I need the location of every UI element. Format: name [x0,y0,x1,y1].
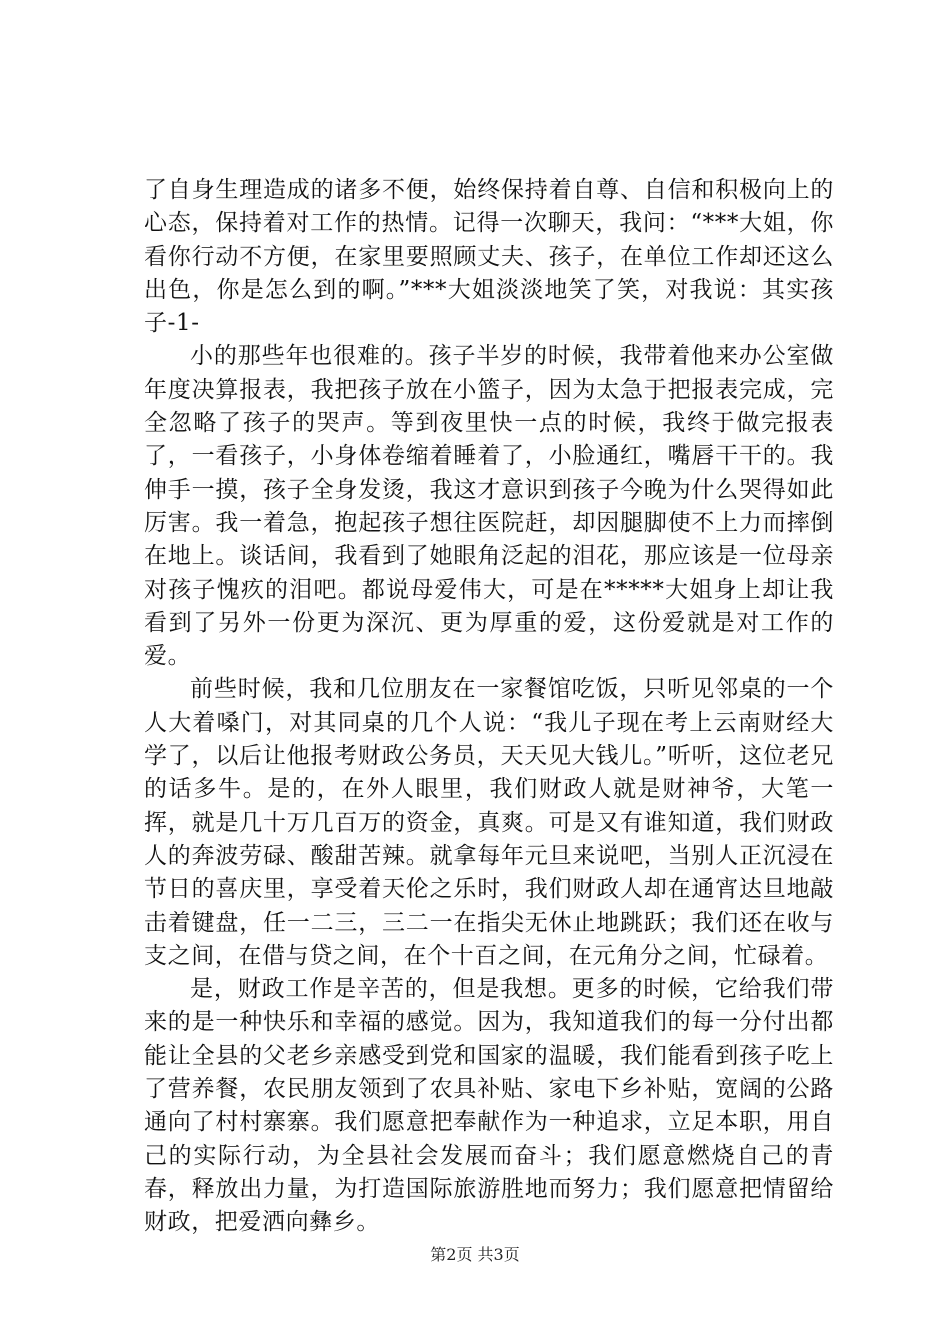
paragraph-continued: 了自身生理造成的诸多不便，始终保持着自尊、自信和积极向上的心态，保持着对工作的热情。记得一次聊天，我问：“***大姐，你看你行动不方便，在家里要照顾丈夫、孩子，在单位工作却还这么出色，你是怎么到的啊。”***大姐淡淡地笑了笑，对我说：其实孩子-1- [144,177,834,337]
paragraph-happiness: 是，财政工作是辛苦的，但是我想。更多的时候，它给我们带来的是一种快乐和幸福的感觉。因为，我知道我们的每一分付出都能让全县的父老乡亲感受到党和国家的温暖，我们能看到孩子吃上了营养餐，农民朋友领到了农具补贴、家电下乡补贴，宽阔的公路通向了村村寨寨。我们愿意把奉献作为一种追求，立足本职，用自己的实际行动，为全县社会发展而奋斗；我们愿意燃烧自己的青春，释放出力量，为打造国际旅游胜地而努力；我们愿意把情留给财政，把爱洒向彝乡。 [144,976,834,1236]
body-text [144,174,834,1240]
page-footer: 第2页 共3页 [430,1245,520,1264]
paragraph-child-story: 小的那些年也很难的。孩子半岁的时候，我带着他来办公室做年度决算报表，我把孩子放在小篮子，因为太急于把报表完成，完全忽略了孩子的哭声。等到夜里快一点的时候，我终于做完报表了，一看孩子，小身体卷缩着睡着了，小脸通红，嘴唇干干的。我伸手一摸，孩子全身发烫，我这才意识到孩子今晚为什么哭得如此厉害。我一着急，抱起孩子想往医院赶，却因腿脚使不上力而摔倒在地上。谈话间，我看到了她眼角泛起的泪花，那应该是一位母亲对孩子愧疚的泪吧。都说母爱伟大，可是在*****大姐身上却让我看到了另外一份更为深沉、更为厚重的爱，这份爱就是对工作的爱。 [144,343,834,670]
paragraph-restaurant: 前些时候，我和几位朋友在一家餐馆吃饭，只听见邻桌的一个人大着嗓门，对其同桌的几个人说：“我儿子现在考上云南财经大学了，以后让他报考财政公务员，天天见大钱儿。”听听，这位老兄的话多牛。是的，在外人眼里，我们财政人就是财神爷，大笔一挥，就是几十万几百万的资金，真爽。可是又有谁知道，我们财政人的奔波劳碌、酸甜苦辣。就拿每年元旦来说吧，当别人正沉浸在节日的喜庆里，享受着天伦之乐时，我们财政人却在通宵达旦地敲击着键盘，任一二三，三二一在指尖无休止地跳跃；我们还在收与支之间，在借与贷之间，在个十百之间，在元角分之间，忙碌着。 [144,676,834,969]
